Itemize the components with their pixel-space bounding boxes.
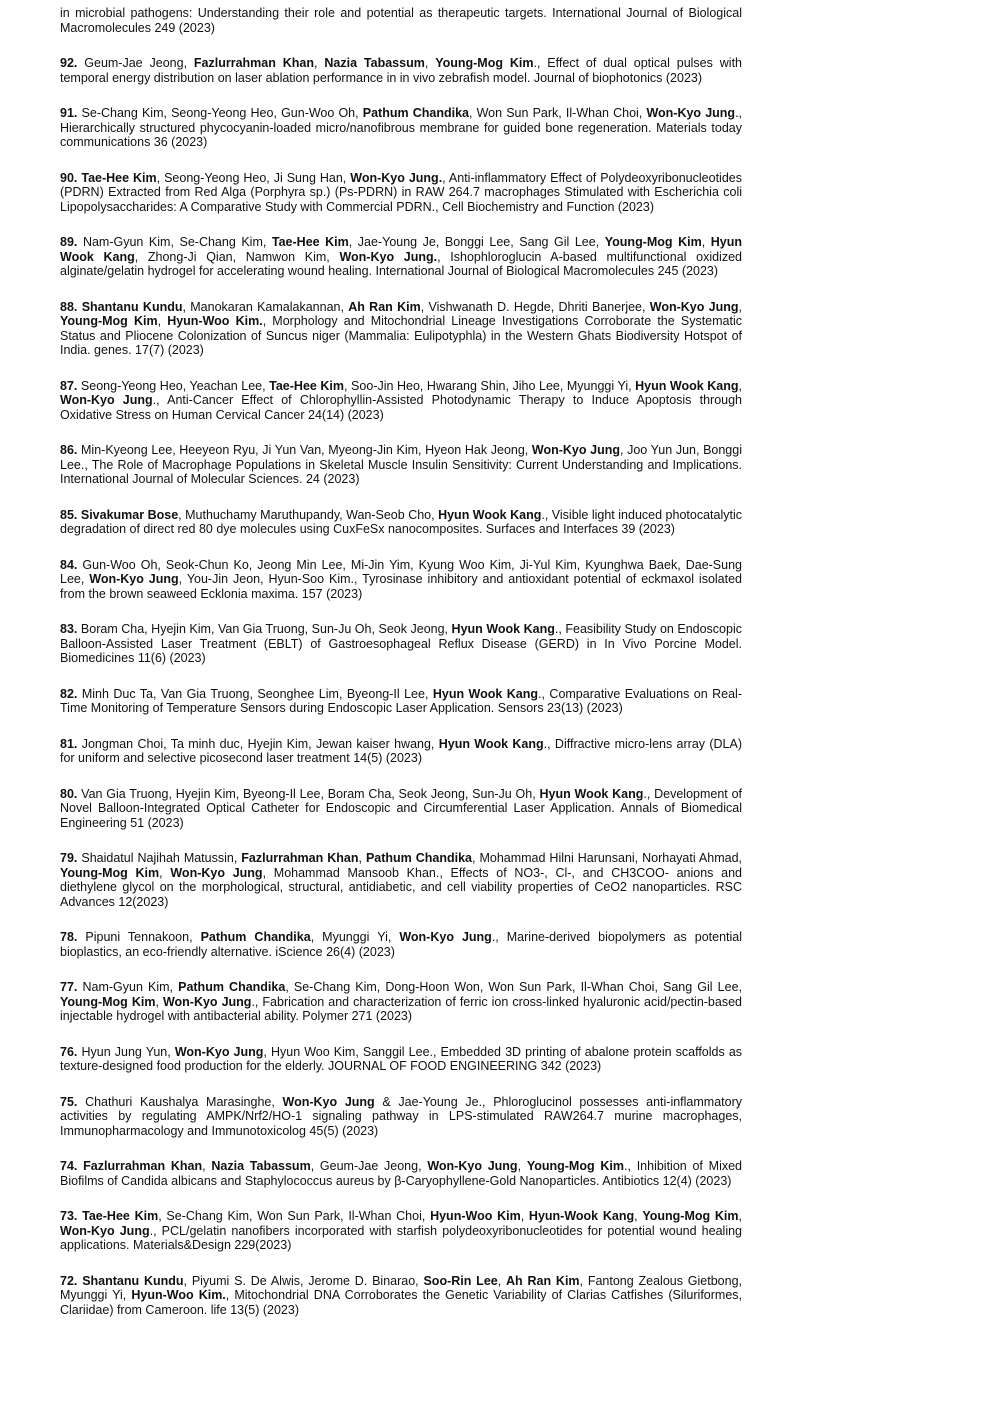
author-highlight: Pathum Chandika: [365, 851, 473, 865]
author-highlight: Pathum Chandika: [362, 106, 469, 120]
author-highlight: Fazlurrahman Khan: [193, 56, 315, 70]
publication-entry: [60, 1159, 742, 1188]
entry-text: ., Hierarchically structured phycocyanin-loaded micro/nanofibrous membrane for guided bone regeneration. Materials today communications 36 (2023): [60, 106, 743, 149]
entry-text: ,: [358, 851, 366, 865]
author-highlight: Young-Mog Kim: [60, 314, 158, 328]
entry-number: 74.: [60, 1159, 78, 1173]
author-highlight: Hyun Wook Kang: [438, 736, 544, 751]
entry-text: ., Anti-Cancer Effect of Chlorophyllin-Assisted Photodynamic Therapy to Induce Apoptosis through Oxidative Stress on Human Cervical Cancer 24(14) (2023): [60, 393, 743, 422]
entry-text: Minh Duc Ta, Van Gia Truong, Seonghee Lim, Byeong-Il Lee,: [77, 686, 433, 701]
entry-text: ., Marine-derived biopolymers as potential bioplastics, an eco-friendly alternative. iScience 26(4) (2023): [60, 930, 742, 959]
publication-entry: [60, 1209, 742, 1253]
entry-text: ,: [517, 1159, 527, 1173]
author-highlight: Hyun-Woo Kim: [430, 1209, 521, 1223]
entry-text: ., PCL/gelatin nanofibers incorporated with starfish polydeoxyribonucleotides for potential wound healing applications. Materials&Design 229(2023): [60, 1223, 743, 1252]
author-highlight: Hyun-Wook Kang: [528, 1209, 635, 1223]
entry-text: ., Development of Novel Balloon-Integrated Optical Catheter for Endoscopic and Circumferential Laser Application. Annals of Biomedical Engineering 51 (2023): [60, 786, 742, 830]
entry-text: , Joo Yun Jun, Bonggi Lee., The Role of Macrophage Populations in Skeletal Muscle Insulin Sensitivity: Current Understanding and Implications. International Journal of Molecular Sciences. 24 (2023): [60, 443, 742, 486]
entry-text: , Mohammad Mansoob Khan., Effects of NO3-, Cl-, and CH3COO- anions and diethylene glycol on the morphological, structural, antidiabetic, and cell viability properties of CeO2 nanoparticles. RSC Advances 12(2023): [60, 865, 743, 909]
entry-text: ., Visible light induced photocatalytic degradation of direct red 80 dye molecules using CuxFeSx nanocomposites. Surfaces and Interfaces 39 (2023): [60, 507, 742, 536]
author-highlight: Young-Mog Kim: [435, 56, 534, 70]
entry-text: Gun-Woo Oh, Seok-Chun Ko, Jeong Min Lee, Mi-Jin Yim, Kyung Woo Kim, Ji-Yul Kim, Kyunghwa Baek, Dae-Sung Lee,: [60, 557, 742, 586]
entry-text: , Ishophloroglucin A-based multifunctional oxidized alginate/gelatin hydrogel for accelerating wound healing. International Journal of Biological Macromolecules 245 (2023): [60, 249, 742, 278]
author-highlight: Young-Mog Kim: [60, 994, 156, 1009]
publication-entry: [60, 379, 742, 423]
author-highlight: Young-Mog Kim: [604, 235, 702, 249]
publication-entry: [60, 443, 742, 487]
author-highlight: Hyun-Woo Kim.: [131, 1288, 226, 1302]
author-highlight: Hyun Wook Kang: [539, 786, 644, 801]
entry-text: , Geum-Jae Jeong,: [310, 1159, 428, 1173]
entry-text: Jongman Choi, Ta minh duc, Hyejin Kim, Jewan kaiser hwang,: [77, 736, 439, 751]
author-highlight: Young-Mog Kim: [60, 865, 160, 880]
entry-text: ,: [159, 865, 171, 880]
entry-number: 75.: [60, 1094, 78, 1109]
author-highlight: Fazlurrahman Khan: [241, 851, 359, 865]
entry-text: Seong-Yeong Heo, Yeachan Lee,: [77, 378, 270, 393]
entry-text: Hyun Jung Yun,: [77, 1044, 175, 1059]
author-highlight: Won-Kyo Jung.: [339, 249, 438, 264]
author-highlight: Nazia Tabassum: [324, 56, 425, 70]
author-highlight: Hyun Wook Kang: [451, 622, 555, 636]
entry-text: ., Inhibition of Mixed Biofilms of Candida albicans and Staphylococcus aureus by β-Caryophyllene-Gold Nanoparticles. Antibiotics 12(4) (2023): [60, 1159, 743, 1188]
author-highlight: Won-Kyo Jung: [282, 1094, 375, 1109]
entry-text: ,: [202, 1159, 212, 1173]
publication-entry: [60, 235, 742, 279]
author-highlight: Soo-Rin Lee: [423, 1273, 498, 1288]
entry-text: ,: [497, 1273, 507, 1288]
entry-text: ,: [157, 314, 168, 328]
entry-text: , Se-Chang Kim, Won Sun Park, Il-Whan Choi,: [158, 1209, 431, 1223]
entry-text: Nam-Gyun Kim,: [77, 980, 179, 994]
entry-text: Shaidatul Najihah Matussin,: [77, 851, 242, 865]
entry-text: ., Effect of dual optical pulses with temporal energy distribution on laser ablation performance in in vivo zebrafish model. Journal of biophotonics (2023): [60, 56, 742, 85]
entry-text: Van Gia Truong, Hyejin Kim, Byeong-Il Lee, Boram Cha, Seok Jeong, Sun-Ju Oh,: [77, 786, 540, 801]
entry-number: 76.: [60, 1044, 78, 1059]
entry-text: , Fantong Zealous Gietbong, Myunggi Yi,: [60, 1273, 742, 1302]
publication-entry: [60, 6, 742, 35]
entry-text: Pipuni Tennakoon,: [77, 930, 201, 944]
author-highlight: Ah Ran Kim: [348, 299, 421, 314]
entry-text: ,: [738, 378, 742, 393]
publication-entry: [60, 56, 742, 85]
entry-text: , Vishwanath D. Hegde, Dhriti Banerjee,: [420, 299, 650, 314]
author-highlight: Won-Kyo Jung: [646, 106, 736, 120]
entry-text: , Mohammad Hilni Harunsani, Norhayati Ahmad,: [472, 851, 742, 865]
entry-text: ,: [701, 235, 711, 249]
publication-entry: [60, 1045, 742, 1074]
author-highlight: Hyun Wook Kang: [438, 507, 542, 522]
entry-text: , Manokaran Kamalakannan,: [182, 299, 349, 314]
entry-text: ,: [155, 994, 163, 1009]
entry-number: 81.: [60, 736, 78, 751]
entry-text: , Myunggi Yi,: [310, 930, 400, 944]
entry-number: 88.: [60, 299, 78, 314]
entry-text: ,: [634, 1209, 643, 1223]
entry-text: Boram Cha, Hyejin Kim, Van Gia Truong, Sun-Ju Oh, Seok Jeong,: [77, 622, 452, 636]
publication-entry: [60, 687, 742, 716]
entry-text: , Seong-Yeong Heo, Ji Sung Han,: [156, 170, 351, 185]
author-highlight: Won-Kyo Jung: [89, 572, 179, 586]
entry-number: 80.: [60, 786, 78, 801]
entry-text: , Zhong-Ji Qian, Namwon Kim,: [134, 249, 340, 264]
entry-number: 73.: [60, 1209, 78, 1223]
entry-number: 91.: [60, 106, 78, 120]
author-highlight: Young-Mog Kim: [642, 1209, 739, 1223]
entry-number: 78.: [60, 930, 78, 944]
author-highlight: Tae-Hee Kim: [82, 1209, 159, 1223]
entry-text: , Won Sun Park, Il-Whan Choi,: [469, 106, 647, 120]
entry-text: in microbial pathogens: Understanding their role and potential as therapeutic targets. International Journal of Biological Macromolecules 249 (2023): [60, 6, 742, 35]
author-highlight: Hyun Wook Kang: [60, 235, 742, 264]
author-highlight: Won-Kyo Jung: [174, 1044, 264, 1059]
author-highlight: Won-Kyo Jung: [60, 393, 153, 407]
entry-text: , Anti-inflammatory Effect of Polydeoxyribonucleotides (PDRN) Extracted from Red Alga (Porphyra sp.) (Ps-PDRN) in RAW 264.7 macrophages Stimulated with Escherichia coli Lipopolysaccharides: A Comparative Study with Commercial PDRN., Cell Biochemistry and Function (2023): [60, 170, 742, 214]
entry-text: ., Diffractive micro-lens array (DLA) for uniform and selective picosecond laser treatment 14(5) (2023): [60, 736, 742, 765]
entry-number: 82.: [60, 686, 78, 701]
entry-number: 83.: [60, 622, 78, 636]
author-highlight: Pathum Chandika: [200, 930, 311, 944]
author-highlight: Tae-Hee Kim: [81, 170, 157, 185]
entry-text: ., Feasibility Study on Endoscopic Balloon-Assisted Laser Treatment (EBLT) of Gastroesophageal Reflux Disease (GERD) in In Vivo Porcine Model. Biomedicines 11(6) (2023): [60, 622, 742, 665]
entry-text: , Morphology and Mitochondrial Lineage Investigations Corroborate the Systematic Status and Pliocene Colonization of Suncus niger (Mammalia: Eulipotyphla) in the Western Ghats Biodiversity Hotspot of India. genes. 17(7) (2023): [60, 314, 742, 357]
publication-entry: [60, 171, 742, 215]
publication-entry: [60, 508, 742, 537]
author-highlight: Won-Kyo Jung: [60, 1223, 150, 1238]
author-highlight: Tae-Hee Kim: [271, 235, 349, 249]
author-highlight: Won-Kyo Jung: [649, 299, 739, 314]
entry-text: ., Fabrication and characterization of ferric ion cross-linked hyaluronic acid/pectin-based injectable hydrogel with antibacterial ability. Polymer 271 (2023): [60, 994, 742, 1023]
author-highlight: Shantanu Kundu: [82, 1273, 184, 1288]
author-highlight: Tae-Hee Kim: [269, 378, 345, 393]
author-highlight: Hyun Wook Kang: [432, 686, 539, 701]
entry-text: Nam-Gyun Kim, Se-Chang Kim,: [77, 235, 272, 249]
entry-text: Min-Kyeong Lee, Heeyeon Ryu, Ji Yun Van, Myeong-Jin Kim, Hyeon Hak Jeong,: [77, 443, 532, 457]
publication-entry: [60, 737, 742, 766]
author-highlight: Hyun-Woo Kim.: [167, 314, 263, 328]
publication-entry: [60, 622, 742, 666]
entry-text: Geum-Jae Jeong,: [77, 56, 194, 70]
entry-number: 87.: [60, 378, 78, 393]
entry-text: ,: [738, 299, 743, 314]
entry-text: ,: [738, 1209, 742, 1223]
entry-number: 79.: [60, 851, 78, 865]
publication-entry: [60, 1095, 742, 1139]
author-highlight: Hyun Wook Kang: [635, 378, 739, 393]
entry-text: Chathuri Kaushalya Marasinghe,: [77, 1094, 283, 1109]
entry-text: & Jae-Young Je., Phloroglucinol possesses anti-inflammatory activities by regulating AMPK/Nrf2/HO-1 signaling pathway in LPS-stimulated RAW264.7 murine macrophages, Immunopharmacology and Immunotoxicolog 45(5) (2023): [60, 1094, 743, 1138]
author-highlight: Won-Kyo Jung: [162, 994, 252, 1009]
entry-text: , You-Jin Jeon, Hyun-Soo Kim., Tyrosinase inhibitory and antioxidant potential of eckmaxol isolated from the brown seaweed Ecklonia maxima. 157 (2023): [60, 572, 742, 601]
publication-entry: [60, 851, 742, 909]
entry-number: 77.: [60, 980, 78, 994]
entry-text: , Mitochondrial DNA Corroborates the Genetic Variability of Clarias Catfishes (Siluriformes, Clariidae) from Cameroon. life 13(5) (2023): [60, 1288, 742, 1317]
publication-entry: [60, 558, 742, 602]
publication-entry: [60, 930, 742, 959]
entry-text: , Muthuchamy Maruthupandy, Wan-Seob Cho,: [178, 507, 439, 522]
entry-text: , Hyun Woo Kim, Sanggil Lee., Embedded 3D printing of abalone protein scaffolds as texture-designed food production for the elderly. JOURNAL OF FOOD ENGINEERING 342 (2023): [60, 1044, 743, 1073]
author-highlight: Won-Kyo Jung: [427, 1159, 518, 1173]
author-highlight: Won-Kyo Jung: [170, 865, 263, 880]
author-highlight: Shantanu Kundu: [81, 299, 183, 314]
entry-number: 90.: [60, 170, 78, 185]
author-highlight: Won-Kyo Jung: [531, 443, 620, 457]
entry-number: 86.: [60, 443, 78, 457]
entry-number: 84.: [60, 557, 78, 572]
author-highlight: Ah Ran Kim: [506, 1273, 580, 1288]
entry-text: , Jae-Young Je, Bonggi Lee, Sang Gil Lee,: [348, 235, 605, 249]
author-highlight: Fazlurrahman Khan: [83, 1159, 203, 1173]
publication-entry: [60, 787, 742, 831]
publication-entry: [60, 300, 742, 358]
publication-list: [60, 6, 742, 1317]
author-highlight: Won-Kyo Jung.: [350, 170, 443, 185]
author-highlight: Won-Kyo Jung: [399, 930, 492, 944]
entry-number: 72.: [60, 1273, 78, 1288]
entry-text: , Soo-Jin Heo, Hwarang Shin, Jiho Lee, Myunggi Yi,: [344, 378, 636, 393]
entry-number: 92.: [60, 56, 78, 70]
publication-entry: [60, 106, 742, 150]
entry-text: , Se-Chang Kim, Dong-Hoon Won, Won Sun Park, Il-Whan Choi, Sang Gil Lee,: [285, 980, 743, 994]
entry-text: ,: [424, 56, 436, 70]
publication-entry: [60, 980, 742, 1024]
entry-text: ., Comparative Evaluations on Real-Time Monitoring of Temperature Sensors during Endoscopic Laser Application. Sensors 23(13) (2023): [60, 686, 742, 715]
entry-text: ,: [520, 1209, 529, 1223]
author-highlight: Pathum Chandika: [178, 980, 286, 994]
author-highlight: Young-Mog Kim: [526, 1159, 624, 1173]
author-highlight: Sivakumar Bose: [80, 507, 179, 522]
publication-entry: [60, 1274, 742, 1318]
entry-number: 85.: [60, 507, 78, 522]
entry-text: Se-Chang Kim, Seong-Yeong Heo, Gun-Woo Oh,: [77, 106, 363, 120]
entry-text: ,: [314, 56, 325, 70]
entry-text: , Piyumi S. De Alwis, Jerome D. Binarao,: [183, 1273, 424, 1288]
entry-number: 89.: [60, 235, 78, 249]
author-highlight: Nazia Tabassum: [211, 1159, 311, 1173]
